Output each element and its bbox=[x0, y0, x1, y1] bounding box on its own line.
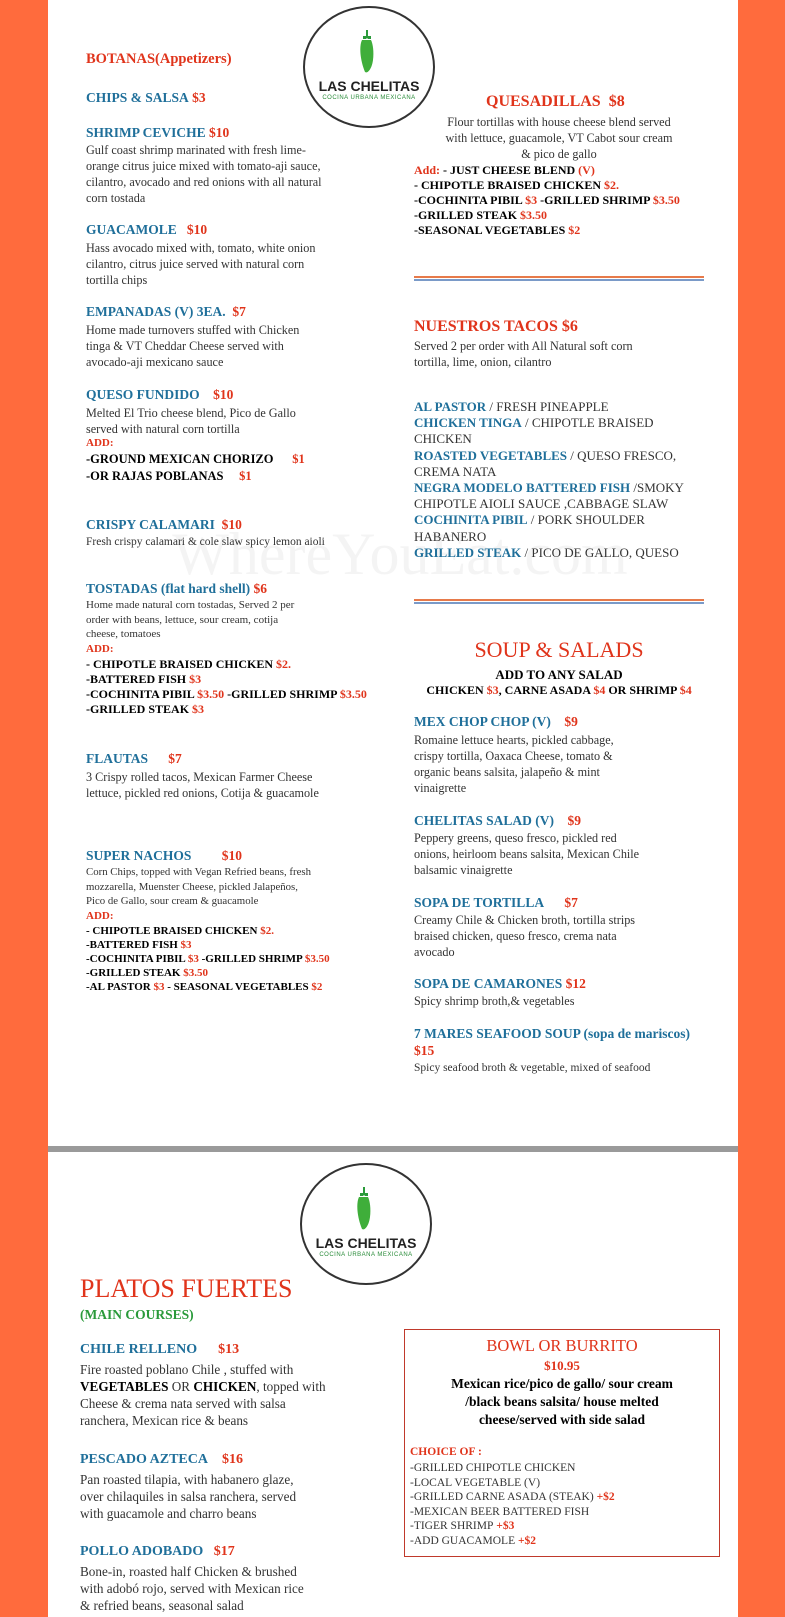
list-item: -ADD GUACAMOLE +$2 bbox=[410, 1534, 537, 1547]
menu-item-quesadillas bbox=[486, 93, 625, 111]
menu-item-empanadas bbox=[86, 304, 246, 320]
item-price: $10 bbox=[221, 848, 243, 863]
list-item: CHICKEN bbox=[414, 431, 472, 447]
add-options bbox=[414, 163, 680, 238]
add-option: -GRILLED STEAK $3 bbox=[86, 702, 205, 716]
add-option: -COCHINITA PIBIL $3 -GRILLED SHRIMP $3.50 bbox=[86, 953, 330, 965]
menu-item-pescado-azteca bbox=[80, 1452, 243, 1468]
item-price: $7 bbox=[168, 751, 182, 766]
menu-item-chips-salsa bbox=[86, 90, 206, 106]
decorative-rule bbox=[414, 276, 704, 278]
item-price: $7 bbox=[564, 895, 578, 910]
item-price: $10 bbox=[186, 222, 208, 237]
list-item: COCHINITA PIBIL / PORK SHOULDER bbox=[414, 512, 645, 528]
item-price: $9 bbox=[564, 714, 578, 729]
item-name: 7 MARES SEAFOOD SOUP (sopa de mariscos) bbox=[414, 1026, 691, 1041]
add-option: -BATTERED FISH $3 bbox=[86, 672, 202, 686]
decorative-rule bbox=[414, 599, 704, 601]
menu-item-shrimp-ceviche bbox=[86, 125, 229, 141]
item-price: $15 bbox=[414, 1043, 435, 1058]
list-item: CHICKEN TINGA / CHIPOTLE BRAISED bbox=[414, 415, 654, 431]
item-description: Gulf coast shrimp marinated with fresh lime- orange citrus juice mixed with tomato-aji sauce, cilantro, avocado and red onions with all natural corn tostada bbox=[86, 143, 322, 205]
item-description: Creamy Chile & Chicken broth, tortilla strips braised chicken, queso fresco, crema nata avocado bbox=[414, 913, 636, 959]
item-name: GUACAMOLE bbox=[86, 222, 177, 237]
menu-item-sopa-de-camarones bbox=[414, 976, 586, 992]
box-title: BOWL OR BURRITO bbox=[486, 1336, 638, 1355]
item-price: $8 bbox=[608, 93, 625, 110]
decorative-rule bbox=[414, 602, 704, 604]
list-item: HABANERO bbox=[414, 528, 487, 544]
add-label: ADD: bbox=[86, 437, 114, 449]
pepper-icon bbox=[354, 1187, 374, 1231]
menu-item-sopa-de-tortilla bbox=[414, 895, 578, 911]
salad-add-options: CHICKEN $3, CARNE ASADA $4 OR SHRIMP $4 bbox=[426, 683, 692, 697]
bowl-or-burrito-box bbox=[404, 1329, 720, 1557]
taco-list bbox=[414, 399, 684, 561]
menu-item-pollo-adobado bbox=[80, 1544, 235, 1560]
menu-item-crispy-calamari bbox=[86, 517, 242, 533]
item-description: Pan roasted tilapia, with habanero glaze, over chilaquiles in salsa ranchera, served with guacamole and charro beans bbox=[80, 1472, 297, 1521]
choice-label: CHOICE OF : bbox=[410, 1446, 482, 1458]
section-title-soups: SOUP & SALADS bbox=[474, 637, 644, 662]
list-item: -MEXICAN BEER BATTERED FISH bbox=[410, 1505, 590, 1518]
item-price: $9 bbox=[567, 813, 582, 828]
list-item: CREMA NATA bbox=[414, 463, 497, 479]
item-name: MEX CHOP CHOP (V) bbox=[414, 714, 551, 729]
add-options bbox=[86, 657, 367, 717]
item-name: SUPER NACHOS bbox=[86, 848, 192, 863]
item-description: Flour tortillas with house cheese blend served with lettuce, guacamole, VT Cabot sour cream & pico de gallo bbox=[445, 115, 673, 161]
item-description: Home made natural corn tostadas, Served 2 per order with beans, lettuce, sour cream, cotija cheese, tomatoes bbox=[86, 599, 295, 640]
item-description: Corn Chips, topped with Vegan Refried beans, fresh mozzarella, Muenster Cheese, pickled Jalapeños, Pico de Gallo, sour cream & guacamole bbox=[86, 866, 311, 907]
item-description: Served 2 per order with All Natural soft corn tortilla, lime, onion, cilantro bbox=[414, 339, 633, 369]
menu-item-super-nachos bbox=[86, 848, 242, 864]
add-option: -COCHINITA PIBIL $3 -GRILLED SHRIMP $3.50 bbox=[414, 193, 680, 207]
add-option: -SEASONAL VEGETABLES $2 bbox=[414, 223, 581, 237]
list-item: GRILLED STEAK / PICO DE GALLO, QUESO bbox=[414, 544, 679, 560]
item-name: SOPA DE TORTILLA bbox=[414, 895, 545, 910]
add-option: - CHIPOTLE BRAISED CHICKEN $2. bbox=[414, 178, 620, 192]
decorative-rule bbox=[414, 279, 704, 281]
item-price: $13 bbox=[218, 1342, 240, 1357]
menu-item-flautas bbox=[86, 751, 182, 767]
menu-item-chelitas-salad bbox=[414, 813, 581, 829]
item-name: QUESADILLAS bbox=[486, 93, 601, 110]
menu-item-nuestros-tacos bbox=[414, 318, 578, 336]
add-option: -GRILLED STEAK $3.50 bbox=[86, 967, 208, 979]
add-label: ADD: bbox=[86, 643, 114, 655]
logo-tagline: COCINA URBANA MEXICANA bbox=[319, 1252, 413, 1258]
item-price: $16 bbox=[221, 1452, 243, 1467]
box-price: $10.95 bbox=[544, 1358, 580, 1373]
item-description: 3 Crispy rolled tacos, Mexican Farmer Cheese lettuce, pickled red onions, Cotija & guacamole bbox=[86, 770, 319, 800]
las-chelitas-logo bbox=[300, 1163, 432, 1285]
item-name: NUESTROS TACOS bbox=[414, 318, 558, 335]
add-option: -COCHINITA PIBIL $3.50 -GRILLED SHRIMP $3.50 bbox=[86, 687, 367, 701]
item-name: FLAUTAS bbox=[86, 751, 149, 766]
item-description: Peppery greens, queso fresco, pickled red onions, heirloom beans salsita, Mexican Chile balsamic vinaigrette bbox=[414, 831, 640, 877]
menu-item-queso-fundido bbox=[86, 387, 233, 403]
add-label: ADD: bbox=[86, 910, 114, 922]
logo-name: LAS CHELITAS bbox=[318, 78, 420, 94]
item-price: $6 bbox=[253, 581, 268, 596]
add-option: -AL PASTOR $3 - SEASONAL VEGETABLES $2 bbox=[86, 981, 323, 993]
salad-add-heading: ADD TO ANY SALAD bbox=[495, 667, 623, 682]
section-title-platos-fuertes: PLATOS FUERTES bbox=[80, 1274, 293, 1303]
add-options bbox=[86, 924, 330, 994]
item-description: Fresh crispy calamari & cole slaw spicy lemon aioli bbox=[86, 536, 325, 548]
item-price: $17 bbox=[213, 1544, 235, 1559]
add-option: -GRILLED STEAK $3.50 bbox=[414, 208, 548, 222]
item-description: Melted El Trio cheese blend, Pico de Gallo served with natural corn tortilla bbox=[86, 406, 296, 436]
item-name: CHELITAS SALAD (V) bbox=[414, 813, 555, 828]
item-price: $10 bbox=[209, 125, 230, 140]
choice-list bbox=[410, 1461, 615, 1548]
logo-tagline: COCINA URBANA MEXICANA bbox=[322, 95, 416, 101]
item-name: QUESO FUNDIDO bbox=[86, 387, 200, 402]
list-item: -TIGER SHRIMP +$3 bbox=[410, 1520, 515, 1532]
list-item: NEGRA MODELO BATTERED FISH /SMOKY bbox=[414, 480, 684, 496]
list-item: CHIPOTLE AIOLI SAUCE ,CABBAGE SLAW bbox=[414, 496, 669, 512]
item-name: EMPANADAS (V) 3EA. bbox=[86, 304, 226, 319]
list-item: -LOCAL VEGETABLE (V) bbox=[410, 1476, 541, 1489]
menu-item-mex-chop-chop bbox=[414, 714, 578, 730]
add-option: -OR RAJAS POBLANAS $1 bbox=[86, 469, 252, 483]
las-chelitas-logo bbox=[303, 6, 435, 128]
menu-item-7-mares bbox=[414, 1026, 690, 1042]
add-option: -BATTERED FISH $3 bbox=[86, 939, 192, 951]
item-description: Romaine lettuce hearts, pickled cabbage, crispy tortilla, Oaxaca Cheese, tomato & organic beans salsita, jalapeño & mint vinaigrette bbox=[414, 733, 614, 795]
item-name: TOSTADAS (flat hard shell) bbox=[86, 581, 251, 596]
section-title-botanas: BOTANAS(Appetizers) bbox=[86, 51, 232, 67]
box-description: Mexican rice/pico de gallo/ sour cream /black beans salsita/ house melted cheese/served with side salad bbox=[451, 1376, 673, 1427]
item-price: $12 bbox=[565, 976, 586, 991]
item-name: SOPA DE CAMARONES bbox=[414, 976, 563, 991]
item-name: CHILE RELLENO bbox=[80, 1342, 198, 1357]
item-description: Fire roasted poblano Chile , stuffed with VEGETABLES OR CHICKEN, topped with Cheese & crema nata served with salsa ranchera, Mexican rice & beans bbox=[80, 1362, 326, 1428]
item-description: Bone-in, roasted half Chicken & brushed with adobó rojo, served with Mexican rice & refried beans, seasonal salad bbox=[80, 1564, 304, 1613]
item-price: $10 bbox=[221, 517, 242, 532]
list-item: -GRILLED CHIPOTLE CHICKEN bbox=[410, 1462, 576, 1474]
menu-item-chile-relleno bbox=[80, 1342, 239, 1358]
menu-item-guacamole bbox=[86, 222, 207, 238]
add-option: - CHIPOTLE BRAISED CHICKEN $2. bbox=[86, 657, 292, 671]
list-item: -GRILLED CARNE ASADA (STEAK) +$2 bbox=[410, 1491, 615, 1503]
logo-name: LAS CHELITAS bbox=[315, 1235, 417, 1251]
add-option: Add: - JUST CHEESE BLEND (V) bbox=[414, 163, 595, 177]
item-price: $6 bbox=[561, 318, 578, 335]
item-name: CRISPY CALAMARI bbox=[86, 517, 215, 532]
list-item: ROASTED VEGETABLES / QUESO FRESCO, bbox=[414, 447, 677, 463]
item-name: POLLO ADOBADO bbox=[80, 1544, 204, 1559]
list-item: AL PASTOR / FRESH PINEAPPLE bbox=[414, 399, 609, 414]
item-price: $3 bbox=[192, 90, 206, 105]
item-price: $10 bbox=[213, 387, 234, 402]
add-option: - CHIPOTLE BRAISED CHICKEN $2. bbox=[86, 925, 274, 937]
item-description: Hass avocado mixed with, tomato, white onion cilantro, citrus juice served with natural corn tortilla chips bbox=[86, 241, 316, 287]
item-description: Spicy shrimp broth,& vegetables bbox=[414, 994, 575, 1008]
item-name: SHRIMP CEVICHE bbox=[86, 125, 206, 140]
add-option: -GROUND MEXICAN CHORIZO $1 bbox=[86, 452, 305, 466]
item-name: PESCADO AZTECA bbox=[80, 1452, 208, 1467]
item-description: Spicy seafood broth & vegetable, mixed of seafood bbox=[414, 1062, 651, 1074]
pepper-icon bbox=[357, 30, 377, 74]
item-price: $7 bbox=[232, 304, 246, 319]
menu-item-tostadas bbox=[86, 581, 267, 597]
section-subtitle: (MAIN COURSES) bbox=[80, 1307, 194, 1322]
item-description: Home made turnovers stuffed with Chicken tinga & VT Cheddar Cheese served with avocado-aji mexicano sauce bbox=[86, 323, 300, 369]
item-name: CHIPS & SALSA bbox=[86, 90, 189, 105]
